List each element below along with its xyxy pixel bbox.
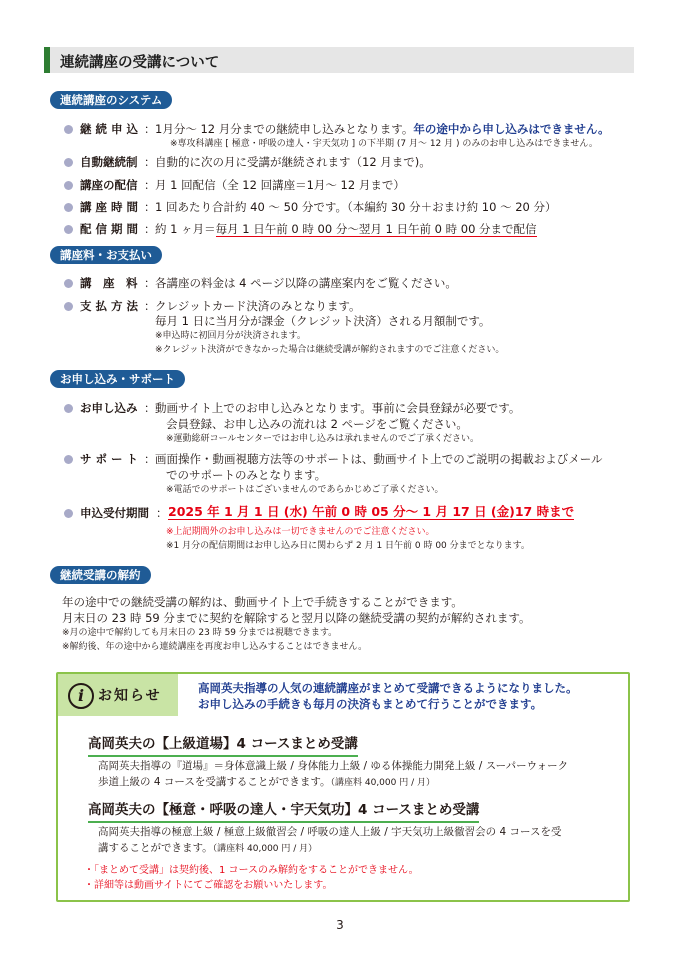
bullet-icon: [64, 404, 73, 413]
item-label: 講 座 料: [80, 276, 138, 290]
bullet-icon: [64, 181, 73, 190]
item-text: 1 回あたり合計約 40 〜 50 分です。（本編約 30 分＋おまけ約 10 〜 20 分）: [155, 200, 557, 214]
bullet-icon: [64, 279, 73, 288]
item-note: ※クレジット決済ができなかった場合は継続受講が解約されますのでご注意ください。: [155, 345, 505, 355]
bullet-icon: [64, 203, 73, 212]
item-note: ※1 月分の配信期間はお申し込み日に関わらず 2 月 1 日午前 0 時 00 分までとなります。: [166, 541, 530, 551]
item-note: ※申込時に初回月分が決済されます。: [155, 331, 306, 341]
notice-warning: ・詳細等は動画サイトにてご確認をお願いいたします。: [84, 880, 333, 891]
info-icon: i: [68, 683, 94, 709]
notice-warning: ・「まとめて受講」は契約後、1 コースのみ解約をすることができません。: [84, 865, 419, 876]
course-description: 講することができます。（講座料 40,000 円 / 月）: [98, 842, 318, 854]
body-text: 年の途中での継続受講の解約は、動画サイト上で手続きすることができます。: [62, 595, 463, 609]
body-text: 月末日の 23 時 59 分までに契約を解除すると翌月以降の継続受講の契約が解約されます。: [62, 611, 531, 625]
page-title: 連続講座の受講について: [60, 55, 220, 71]
item-note: ※運動総研コールセンターではお申し込みは承れませんのでご了承ください。: [166, 434, 480, 444]
item-text: 月 1 回配信（全 12 回講座＝1月〜 12 月まで）: [155, 178, 405, 192]
bullet-icon: [64, 302, 73, 311]
section-heading-application: お申し込み・サポート: [50, 370, 185, 388]
course-description: 高岡英夫指導の極意上級 / 極意上級徹習会 / 呼吸の達人上級 / 宇天気功上級徹習会の 4 コースを受: [98, 826, 562, 838]
bullet-icon: [64, 455, 73, 464]
application-period: 2025 年 1 月 1 日 (水) 午前 0 時 05 分〜 1 月 17 日 (金)17 時まで: [168, 504, 575, 519]
item-note: ※専攻科講座 [ 極意・呼吸の達人・宇天気功 ] の下半期 (7 月〜 12 月 ) のみのお申し込みはできません。: [170, 139, 598, 149]
notice-text: 高岡英夫指導の人気の連続講座がまとめて受講できるようになりました。: [198, 681, 578, 695]
bullet-icon: [64, 509, 73, 518]
course-title: 高岡英夫の【極意・呼吸の達人・宇天気功】4 コースまとめ受講: [88, 798, 479, 823]
bullet-icon: [64, 225, 73, 234]
item-label: 講 座 時 間: [80, 200, 139, 214]
item-text: 画面操作・動画視聴方法等のサポートは、動画サイト上でのご説明の掲載およびメール: [155, 452, 603, 466]
item-label: 継 続 申 込: [80, 122, 139, 136]
item-text: 会員登録、お申し込みの流れは 2 ページをご覧ください。: [166, 417, 468, 431]
course-description: 歩道上級の 4 コースを受講することができます。（講座料 40,000 円 / 月）: [98, 776, 435, 788]
section-heading-fees: 講座料・お支払い: [50, 246, 162, 264]
item-label: 配 信 期 間: [80, 222, 139, 236]
item-note: ※月の途中で解約しても月末日の 23 時 59 分までは視聴できます。: [62, 628, 338, 638]
item-text: 動画サイト上でのお申し込みとなります。事前に会員登録が必要です。: [155, 401, 521, 415]
item-label: 申込受付期間: [80, 506, 149, 520]
item-note: ※上記期間外のお申し込みは一切できませんのでご注意ください。: [166, 527, 435, 537]
notice-header: [58, 674, 178, 716]
item-text: 約 1 ヶ月＝毎月 1 日午前 0 時 00 分〜翌月 1 日午前 0 時 00 分まで配信: [155, 222, 537, 236]
item-note: ※電話でのサポートはございませんのであらかじめご了承ください。: [166, 485, 444, 495]
title-accent-bar: [44, 47, 50, 73]
section-heading-system: 連続講座のシステム: [50, 91, 172, 109]
item-text: 各講座の料金は 4 ページ以降の講座案内をご覧ください。: [155, 276, 457, 290]
item-label: 講座の配信: [80, 178, 138, 192]
notice-text: お申し込みの手続きも毎月の決済もまとめて行うことができます。: [198, 697, 543, 711]
item-note: ※解約後、年の途中から連続講座を再度お申し込みすることはできません。: [62, 642, 368, 652]
item-label: 自動継続制: [80, 155, 138, 169]
item-label: 支 払 方 法: [80, 299, 139, 313]
notice-label: お知らせ: [98, 688, 162, 704]
bullet-icon: [64, 125, 73, 134]
notice-box: [56, 672, 630, 902]
item-text: 1月分〜 12 月分までの継続申し込みとなります。年の途中から申し込みはできません。: [155, 122, 610, 136]
page-number: 3: [336, 918, 344, 932]
page-title-banner: [44, 47, 634, 73]
bullet-icon: [64, 158, 73, 167]
section-heading-cancellation: 継続受講の解約: [50, 566, 151, 584]
course-title: 高岡英夫の【上級道場】4 コースまとめ受講: [88, 732, 358, 757]
course-description: 高岡英夫指導の『道場』＝身体意識上級 / 身体能力上級 / ゆる体操能力開発上級 / スーパーウォーク: [98, 760, 569, 772]
item-text: 毎月 1 日に当月分が課金（クレジット決済）される月額制です。: [155, 314, 491, 328]
item-label: お申し込み: [80, 401, 138, 415]
item-label: サ ポ ー ト: [80, 452, 139, 466]
item-text: でのサポートのみとなります。: [166, 468, 327, 482]
item-text: 自動的に次の月に受講が継続されます（12 月まで)。: [155, 155, 431, 169]
item-text: クレジットカード決済のみとなります。: [155, 299, 361, 313]
